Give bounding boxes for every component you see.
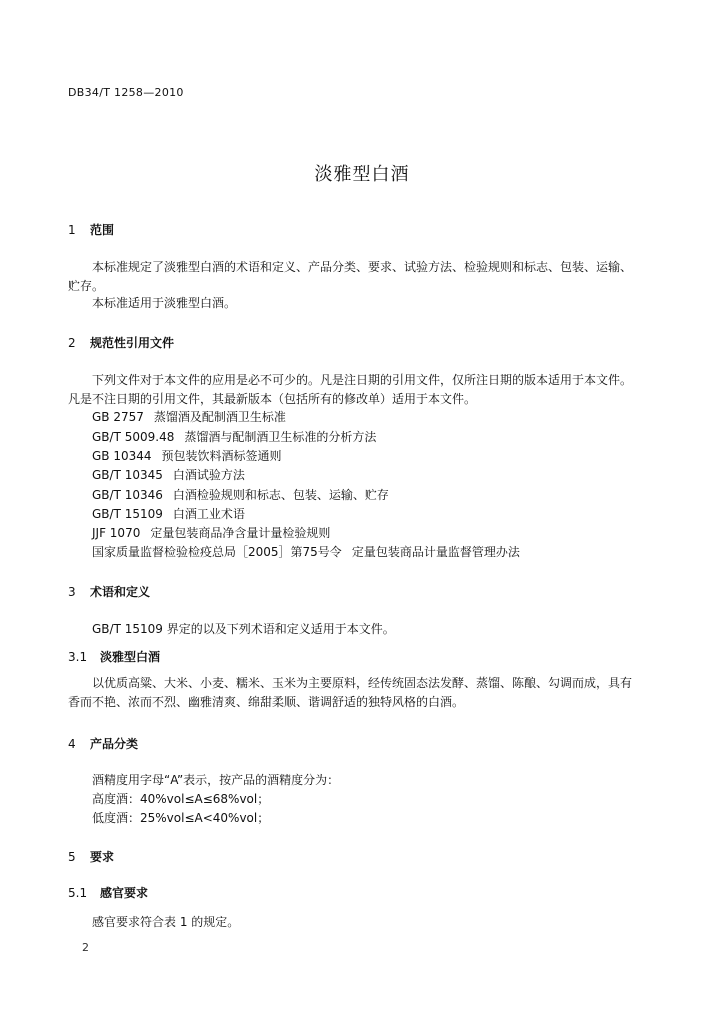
- reference-item: [92, 466, 245, 483]
- reference-title: 白酒检验规则和标志、包装、运输、贮存: [172, 488, 389, 502]
- section-5-heading: [68, 848, 114, 865]
- reference-code: 国家质量监督检验检疫总局［2005］第75号令: [92, 545, 342, 559]
- scope-applicability: 本标准适用于淡雅型白酒。: [92, 296, 237, 310]
- section-number: 4: [68, 737, 76, 751]
- section-title: 术语和定义: [90, 585, 151, 599]
- terms-intro: GB/T 15109 界定的以及下列术语和定义适用于本文件。: [92, 622, 395, 636]
- section-1-heading: [68, 221, 114, 238]
- reference-code: GB/T 15109: [92, 507, 163, 521]
- subsection-title: 淡雅型白酒: [100, 650, 161, 664]
- subsection-title: 感官要求: [100, 886, 149, 900]
- section-2-heading: [68, 334, 174, 351]
- section-number: 5: [68, 850, 76, 864]
- section-number: 2: [68, 336, 76, 350]
- reference-item: [92, 408, 286, 425]
- reference-title: 定量包装商品净含量计量检验规则: [150, 526, 331, 540]
- document-title: 淡雅型白酒: [314, 164, 410, 185]
- reference-item: [92, 428, 376, 445]
- document-code: DB34/T 1258—2010: [68, 86, 184, 99]
- section-4-heading: [68, 735, 138, 752]
- scope-paragraph: 本标准规定了淡雅型白酒的术语和定义、产品分类、要求、试验方法、检验规则和标志、包装、运输、贮存。: [68, 260, 633, 293]
- classification-intro: 酒精度用字母“A”表示，按产品的酒精度分为：: [92, 773, 340, 787]
- reference-code: GB 10344: [92, 449, 152, 463]
- section-title: 产品分类: [90, 737, 139, 751]
- subsection-3-1-heading: [68, 648, 160, 665]
- reference-code: GB/T 5009.48: [92, 430, 175, 444]
- reference-item: [92, 543, 520, 560]
- normative-intro: 下列文件对于本文件的应用是必不可少的。凡是注日期的引用文件，仅所注日期的版本适用于本文件。凡是不注日期的引用文件，其最新版本（包括所有的修改单）适用于本文件。: [68, 373, 633, 406]
- reference-item: [92, 524, 330, 541]
- section-number: 3: [68, 585, 76, 599]
- reference-title: 蒸馏酒及配制酒卫生标准: [153, 410, 286, 424]
- section-3-heading: [68, 583, 150, 600]
- sensory-requirement-text: 感官要求符合表 1 的规定。: [92, 915, 240, 929]
- low-alcohol-range: 低度酒：25%vol≤A<40%vol；: [92, 811, 270, 825]
- subsection-number: 3.1: [68, 650, 88, 664]
- reference-code: GB/T 10346: [92, 488, 163, 502]
- section-title: 规范性引用文件: [90, 336, 175, 350]
- section-title: 要求: [90, 850, 115, 864]
- reference-code: JJF 1070: [92, 526, 141, 540]
- subsection-number: 5.1: [68, 886, 88, 900]
- subsection-5-1-heading: [68, 884, 148, 901]
- reference-title: 白酒工业术语: [172, 507, 245, 521]
- high-alcohol-range: 高度酒：40%vol≤A≤68%vol；: [92, 792, 270, 806]
- section-number: 1: [68, 223, 76, 237]
- reference-item: [92, 447, 282, 464]
- term-definition: 以优质高粱、大米、小麦、糯米、玉米为主要原料，经传统固态法发酵、蒸馏、陈酿、勾调而成，具有香而不艳、浓而不烈、幽雅清爽、绵甜柔顺、谐调舒适的独特风格的白酒。: [68, 676, 633, 709]
- reference-title: 定量包装商品计量监督管理办法: [351, 545, 520, 559]
- reference-title: 蒸馏酒与配制酒卫生标准的分析方法: [184, 430, 377, 444]
- reference-title: 白酒试验方法: [172, 468, 245, 482]
- reference-code: GB/T 10345: [92, 468, 163, 482]
- reference-item: [92, 505, 245, 522]
- page-number: 2: [82, 941, 89, 954]
- section-title: 范围: [90, 223, 115, 237]
- reference-title: 预包装饮料酒标签通则: [161, 449, 282, 463]
- reference-code: GB 2757: [92, 410, 144, 424]
- reference-item: [92, 486, 389, 503]
